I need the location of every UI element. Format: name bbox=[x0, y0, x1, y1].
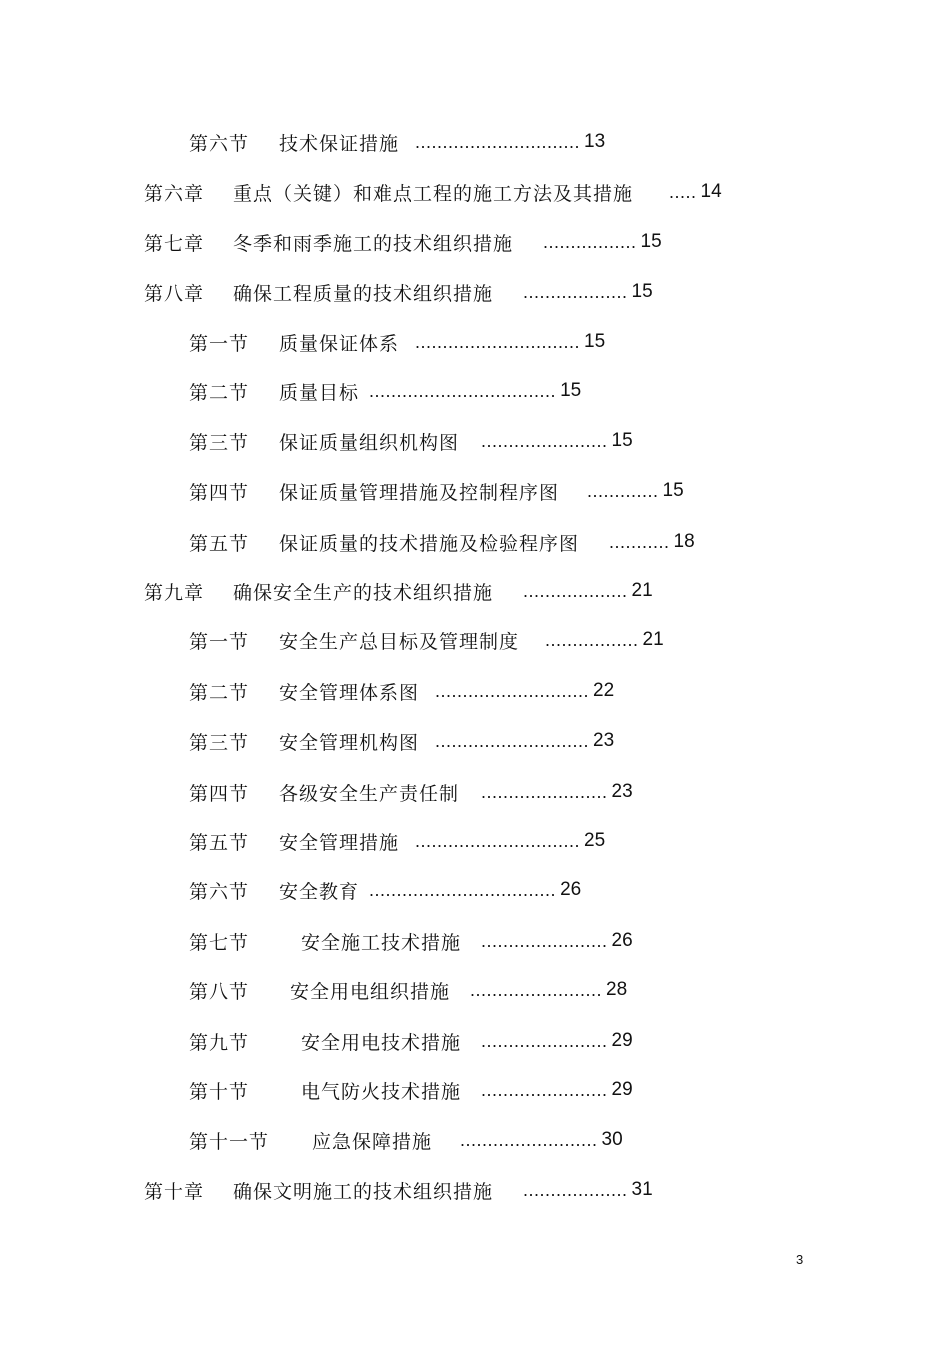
toc-leader-dots: ................... bbox=[523, 281, 628, 302]
toc-entry[interactable] bbox=[144, 227, 662, 257]
toc-leader-dots: ................. bbox=[545, 629, 639, 650]
toc-entry[interactable] bbox=[189, 376, 581, 406]
toc-entry-title: 安全用电组织措施 bbox=[290, 980, 451, 1003]
page-number: 3 bbox=[796, 1252, 804, 1267]
toc-entry-number: 第七节 bbox=[189, 931, 250, 954]
toc-page-ref: 15 bbox=[611, 430, 633, 451]
toc-entry-title: 确保工程质量的技术组织措施 bbox=[233, 282, 494, 305]
toc-leader-dots: .............................. bbox=[415, 830, 581, 851]
toc-entry-title: 安全施工技术措施 bbox=[301, 931, 462, 954]
toc-entry-title: 技术保证措施 bbox=[279, 132, 400, 155]
toc-entry-number: 第二节 bbox=[189, 681, 250, 704]
toc-leader-dots: .................................. bbox=[369, 380, 557, 401]
toc-entry-title: 质量目标 bbox=[279, 381, 360, 404]
toc-page-ref: 15 bbox=[662, 480, 684, 501]
toc-page-ref: 25 bbox=[584, 830, 606, 851]
toc-page-ref: 18 bbox=[673, 531, 695, 552]
toc-entry[interactable] bbox=[189, 777, 633, 807]
toc-entry-title: 安全生产总目标及管理制度 bbox=[279, 630, 520, 653]
toc-entry[interactable] bbox=[189, 476, 684, 506]
toc-page-ref: 14 bbox=[700, 181, 722, 202]
toc-entry-number: 第八章 bbox=[144, 282, 205, 305]
toc-entry-number: 第五节 bbox=[189, 532, 250, 555]
toc-entry-number: 第一节 bbox=[189, 630, 250, 653]
toc-entry-number: 第十一节 bbox=[189, 1130, 270, 1153]
toc-page-ref: 26 bbox=[611, 930, 633, 951]
toc-page-ref: 29 bbox=[611, 1079, 633, 1100]
toc-entry-title: 电气防火技术措施 bbox=[301, 1080, 462, 1103]
toc-leader-dots: ....................... bbox=[481, 1079, 608, 1100]
toc-page-ref: 30 bbox=[601, 1129, 623, 1150]
toc-page-ref: 22 bbox=[593, 680, 615, 701]
toc-entry-number: 第七章 bbox=[144, 232, 205, 255]
toc-page-ref: 15 bbox=[584, 331, 606, 352]
toc-page-ref: 15 bbox=[560, 380, 582, 401]
toc-leader-dots: ............. bbox=[587, 480, 659, 501]
toc-entry-title: 确保文明施工的技术组织措施 bbox=[233, 1180, 494, 1203]
toc-leader-dots: ......................... bbox=[460, 1129, 598, 1150]
toc-entry-number: 第九节 bbox=[189, 1031, 250, 1054]
toc-entry[interactable] bbox=[144, 177, 722, 207]
toc-entry-number: 第八节 bbox=[189, 980, 250, 1003]
toc-entry-number: 第二节 bbox=[189, 381, 250, 404]
toc-entry[interactable] bbox=[189, 1075, 633, 1105]
toc-leader-dots: ....................... bbox=[481, 1030, 608, 1051]
toc-page-ref: 21 bbox=[631, 580, 653, 601]
toc-page-ref: 28 bbox=[606, 979, 628, 1000]
toc-entry-number: 第四节 bbox=[189, 782, 250, 805]
toc-page-ref: 29 bbox=[611, 1030, 633, 1051]
toc-leader-dots: ....................... bbox=[481, 430, 608, 451]
toc-page-ref: 23 bbox=[611, 781, 633, 802]
toc-entry-title: 各级安全生产责任制 bbox=[279, 782, 460, 805]
toc-page-ref: 13 bbox=[584, 131, 606, 152]
toc-page-ref: 23 bbox=[593, 730, 615, 751]
toc-entry[interactable] bbox=[189, 676, 614, 706]
toc-page-ref: 15 bbox=[631, 281, 653, 302]
toc-leader-dots: ....................... bbox=[481, 781, 608, 802]
toc-leader-dots: ........... bbox=[609, 531, 670, 552]
toc-entry[interactable] bbox=[144, 277, 653, 307]
toc-entry[interactable] bbox=[189, 327, 605, 357]
toc-page-ref: 15 bbox=[640, 231, 662, 252]
toc-leader-dots: .................................. bbox=[369, 879, 557, 900]
toc-entry[interactable] bbox=[189, 975, 627, 1005]
toc-entry[interactable] bbox=[189, 726, 614, 756]
toc-entry-title: 安全管理措施 bbox=[279, 831, 400, 854]
toc-entry-number: 第四节 bbox=[189, 481, 250, 504]
toc-entry-title: 保证质量管理措施及控制程序图 bbox=[279, 481, 560, 504]
toc-leader-dots: ....................... bbox=[481, 930, 608, 951]
toc-entry[interactable] bbox=[189, 926, 633, 956]
toc-page-ref: 26 bbox=[560, 879, 582, 900]
toc-page-ref: 21 bbox=[642, 629, 664, 650]
toc-entry[interactable] bbox=[189, 426, 633, 456]
toc-leader-dots: ..... bbox=[669, 181, 697, 202]
toc-entry-number: 第六节 bbox=[189, 880, 250, 903]
toc-entry-number: 第一节 bbox=[189, 332, 250, 355]
toc-entry-title: 冬季和雨季施工的技术组织措施 bbox=[233, 232, 514, 255]
toc-entry-title: 保证质量的技术措施及检验程序图 bbox=[279, 532, 580, 555]
toc-entry[interactable] bbox=[189, 826, 605, 856]
toc-leader-dots: .............................. bbox=[415, 331, 581, 352]
toc-leader-dots: .............................. bbox=[415, 131, 581, 152]
toc-entry-title: 安全管理体系图 bbox=[279, 681, 420, 704]
toc-entry-number: 第六节 bbox=[189, 132, 250, 155]
toc-entry-number: 第六章 bbox=[144, 182, 205, 205]
toc-entry-title: 重点（关键）和难点工程的施工方法及其措施 bbox=[233, 182, 634, 205]
toc-leader-dots: ........................ bbox=[470, 979, 603, 1000]
toc-leader-dots: ................. bbox=[543, 231, 637, 252]
toc-entry-number: 第三节 bbox=[189, 731, 250, 754]
toc-entry[interactable] bbox=[144, 1175, 653, 1205]
toc-entry-title: 安全教育 bbox=[279, 880, 360, 903]
toc-entry[interactable] bbox=[189, 127, 605, 157]
toc-leader-dots: ............................ bbox=[435, 680, 590, 701]
toc-entry-number: 第十章 bbox=[144, 1180, 205, 1203]
toc-page-ref: 31 bbox=[631, 1179, 653, 1200]
toc-entry-title: 质量保证体系 bbox=[279, 332, 400, 355]
toc-entry-number: 第九章 bbox=[144, 581, 205, 604]
toc-entry-title: 安全用电技术措施 bbox=[301, 1031, 462, 1054]
toc-entry-title: 确保安全生产的技术组织措施 bbox=[233, 581, 494, 604]
toc-entry[interactable] bbox=[144, 576, 653, 606]
toc-entry-title: 应急保障措施 bbox=[312, 1130, 433, 1153]
toc-leader-dots: ................... bbox=[523, 580, 628, 601]
toc-entry-number: 第五节 bbox=[189, 831, 250, 854]
toc-entry-title: 保证质量组织机构图 bbox=[279, 431, 460, 454]
toc-entry[interactable] bbox=[189, 527, 695, 557]
toc-entry-number: 第三节 bbox=[189, 431, 250, 454]
toc-entry[interactable] bbox=[189, 1026, 633, 1056]
toc-entry[interactable] bbox=[189, 875, 581, 905]
toc-entry[interactable] bbox=[189, 1125, 623, 1155]
toc-leader-dots: ................... bbox=[523, 1179, 628, 1200]
toc-entry-number: 第十节 bbox=[189, 1080, 250, 1103]
toc-entry-title: 安全管理机构图 bbox=[279, 731, 420, 754]
toc-entry[interactable] bbox=[189, 625, 664, 655]
toc-leader-dots: ............................ bbox=[435, 730, 590, 751]
